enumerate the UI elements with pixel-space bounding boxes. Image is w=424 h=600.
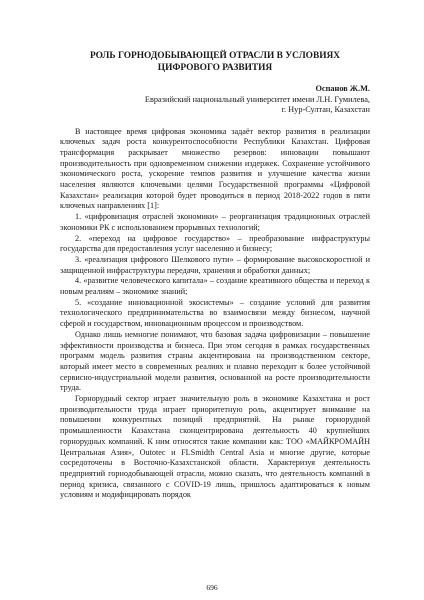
body-paragraph: В настоящее время цифровая экономика задаёт вектор развития в реализации ключевых задач роста конкурентоспособности Республики Казахстан. Цифровая трансформация раскрывает множество резервов: инновации повышают производительность при одновременном снижении издержек. Сохранение устойчивого экономического роста, ускорение темпов развития и улучшение качества жизни населения являются ключевыми целями Государственной программы «Цифровой Казахстан» реализация которой будет проводиться в период 2018-2022 годов в пяти ключевых направлениях [1]: xyxy=(60,126,370,211)
affiliation-line-1: Евразийский национальный университет имени Л.Н. Гумилева, xyxy=(144,94,370,104)
body-paragraph: Горнорудный сектор играет значительную роль в экономике Казахстана и рост производительности труда играет приоритетную роль, акцентирует внимание на повышении конкурентных позиций предприятий. На рынке горнорудной промышленности Казахстана сконцентрирована деятельность 40 крупнейших горнорудных компаний. К ним относятся такие компании как: ТОО «МАЙКРОМАЙН Центральная Азия», Outotec и FLSmidth Central Asia и многие другие, которые сосредоточены в Восточно-Казахстанской области. Характеризуя деятельность предприятий горнодобывающей отрасли, можно сказать, что деятельность компаний в период кризиса, связанного с COVID-19 лишь, пришлось адаптироваться к новым условиям и модифицировать порядок xyxy=(60,394,370,500)
body-paragraph: Однако лишь немногие понимают, что базовая задача цифровизации – повышение эффективности производства и бизнеса. При этом сегодня в рамках государственных программ модель развития страны акцентирована на производственном секторе, который имеет место в современных реалиях и плавно переходит к более устойчивой сервисно-индустриальной модели развития, основанной на росте производительности труда. xyxy=(60,329,370,393)
author-name: Оспанов Ж.М. xyxy=(315,84,370,93)
body-paragraph: 1. «цифровизация отраслей экономики» – реорганизация традиционных отраслей экономики РК с использованием прорывных технологий; xyxy=(60,212,370,232)
paper-title xyxy=(60,51,370,74)
affiliation-line-2: г. Нур-Султан, Казахстан xyxy=(281,105,370,114)
paper-title-line-1: РОЛЬ ГОРНОДОБЫВАЮЩЕЙ ОТРАСЛИ В УСЛОВИЯХ xyxy=(89,51,341,61)
paper-body xyxy=(60,127,370,502)
body-paragraph: 5. «создание инновационной экосистемы» – создание условий для развития технологического предпринимательства во взаимосвязи между бизнесом, научной сферой и государством, инновационным процессом и производством. xyxy=(60,297,370,329)
body-paragraph: 4. «развитие человеческого капитала» – создание креативного общества и переход к новым реалиям – экономике знаний; xyxy=(60,276,370,297)
body-paragraph: 3. «реализация цифрового Шелкового пути» – формирование высокоскоростной и защищенной инфраструктуры передачи, хранения и обработки данных; xyxy=(60,254,370,275)
page-number: 696 xyxy=(206,583,218,592)
paper-title-line-2: ЦИФРОВОГО РАЗВИТИЯ xyxy=(157,62,273,73)
author-affiliation xyxy=(60,95,370,116)
paper-content xyxy=(60,51,370,501)
body-paragraph: 2. «переход на цифровое государство» – преобразование инфраструктуры государства для предоставления услуг населению и бизнесу; xyxy=(60,233,370,254)
